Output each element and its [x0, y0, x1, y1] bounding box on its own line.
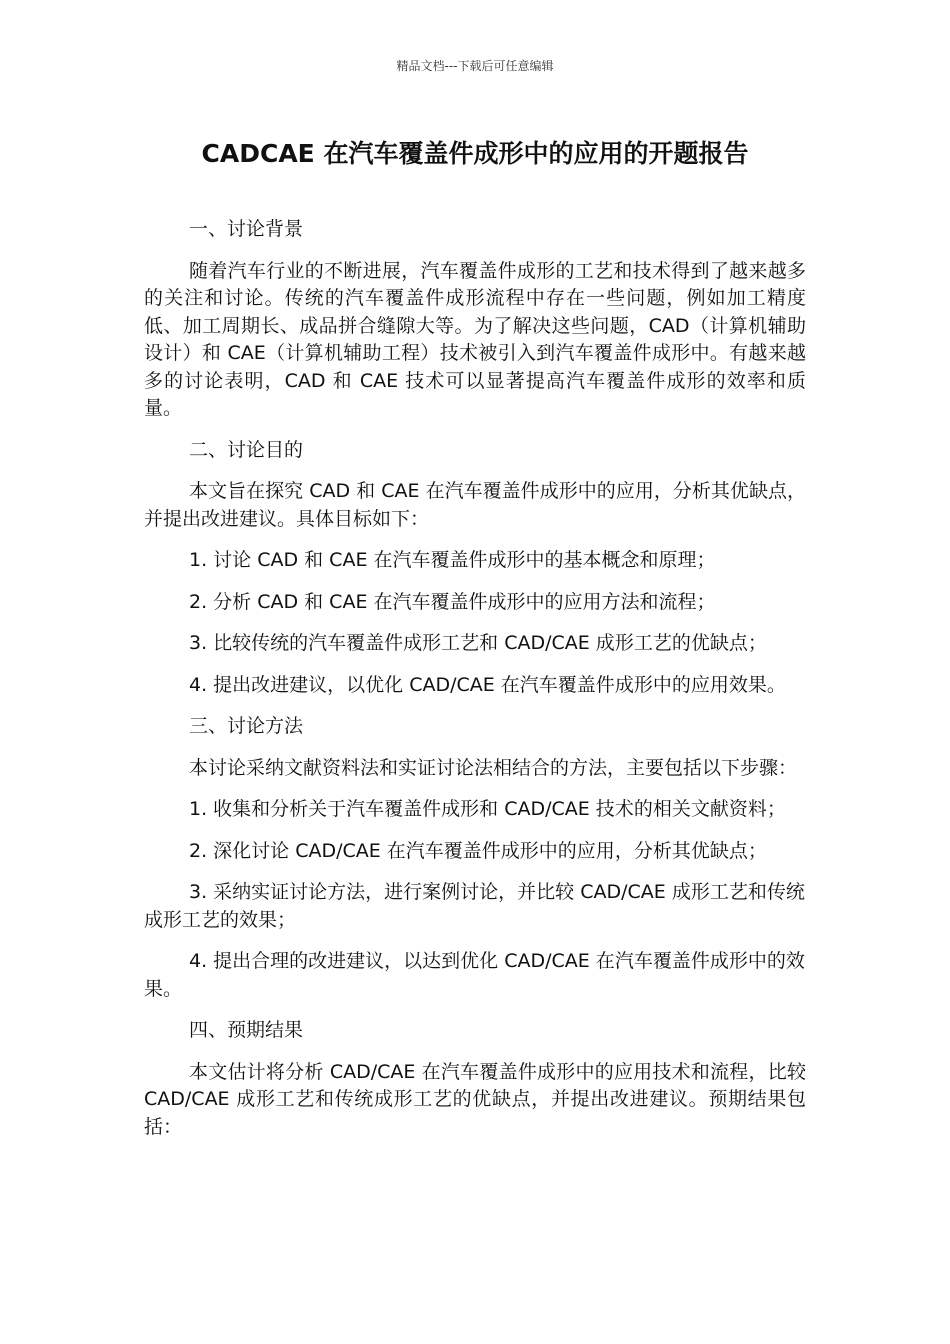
page-header-watermark: 精品文档---下载后可任意编辑: [396, 59, 554, 73]
section-heading-results: 四、预期结果: [189, 1019, 304, 1041]
purpose-list-item: 4. 提出改进建议，以优化 CAD/CAE 在汽车覆盖件成形中的应用效果。: [189, 673, 786, 696]
method-list-item: 2. 深化讨论 CAD/CAE 在汽车覆盖件成形中的应用，分析其优缺点；: [189, 839, 767, 862]
section-heading-purpose: 二、讨论目的: [189, 438, 304, 461]
document-body: [144, 216, 806, 1155]
purpose-list-item: 1. 讨论 CAD 和 CAE 在汽车覆盖件成形中的基本概念和原理；: [189, 549, 716, 571]
section-results: [144, 1017, 806, 1141]
method-list-item: 1. 收集和分析关于汽车覆盖件成形和 CAD/CAE 技术的相关文献资料；: [189, 798, 786, 820]
section-method: [144, 713, 806, 1003]
method-paragraph: 本讨论采纳文献资料法和实证讨论法相结合的方法，主要包括以下步骤：: [189, 756, 798, 779]
purpose-list-item: 2. 分析 CAD 和 CAE 在汽车覆盖件成形中的应用方法和流程；: [189, 590, 716, 613]
section-background: [144, 216, 806, 423]
document-title: CADCAE 在汽车覆盖件成形中的应用的开题报告: [201, 139, 749, 168]
section-purpose: [144, 437, 806, 700]
section-heading-method: 三、讨论方法: [189, 715, 304, 737]
purpose-paragraph: 本文旨在探究 CAD 和 CAE 在汽车覆盖件成形中的应用，分析其优缺点，并提出改进建议。具体目标如下：: [144, 480, 806, 530]
results-paragraph: 本文估计将分析 CAD/CAE 在汽车覆盖件成形中的应用技术和流程，比较 CAD/CAE 成形工艺和传统成形工艺的优缺点，并提出改进建议。预期结果包括：: [144, 1060, 806, 1138]
purpose-list-item: 3. 比较传统的汽车覆盖件成形工艺和 CAD/CAE 成形工艺的优缺点；: [189, 632, 767, 654]
section-heading-background: 一、讨论背景: [189, 218, 304, 240]
method-list-item: 4. 提出合理的改进建议，以达到优化 CAD/CAE 在汽车覆盖件成形中的效果。: [144, 950, 805, 1000]
background-paragraph: 随着汽车行业的不断进展，汽车覆盖件成形的工艺和技术得到了越来越多的关注和讨论。传统的汽车覆盖件成形流程中存在一些问题，例如加工精度低、加工周期长、成品拼合缝隙大等。为了解决这些问题，CAD（计算机辅助设计）和 CAE（计算机辅助工程）技术被引入到汽车覆盖件成形中。有越来越多的讨论表明，CAD 和 CAE 技术可以显著提高汽车覆盖件成形的效率和质量。: [144, 259, 806, 419]
method-list-item: 3. 采纳实证讨论方法，进行案例讨论，并比较 CAD/CAE 成形工艺和传统成形工艺的效果；: [144, 881, 805, 931]
